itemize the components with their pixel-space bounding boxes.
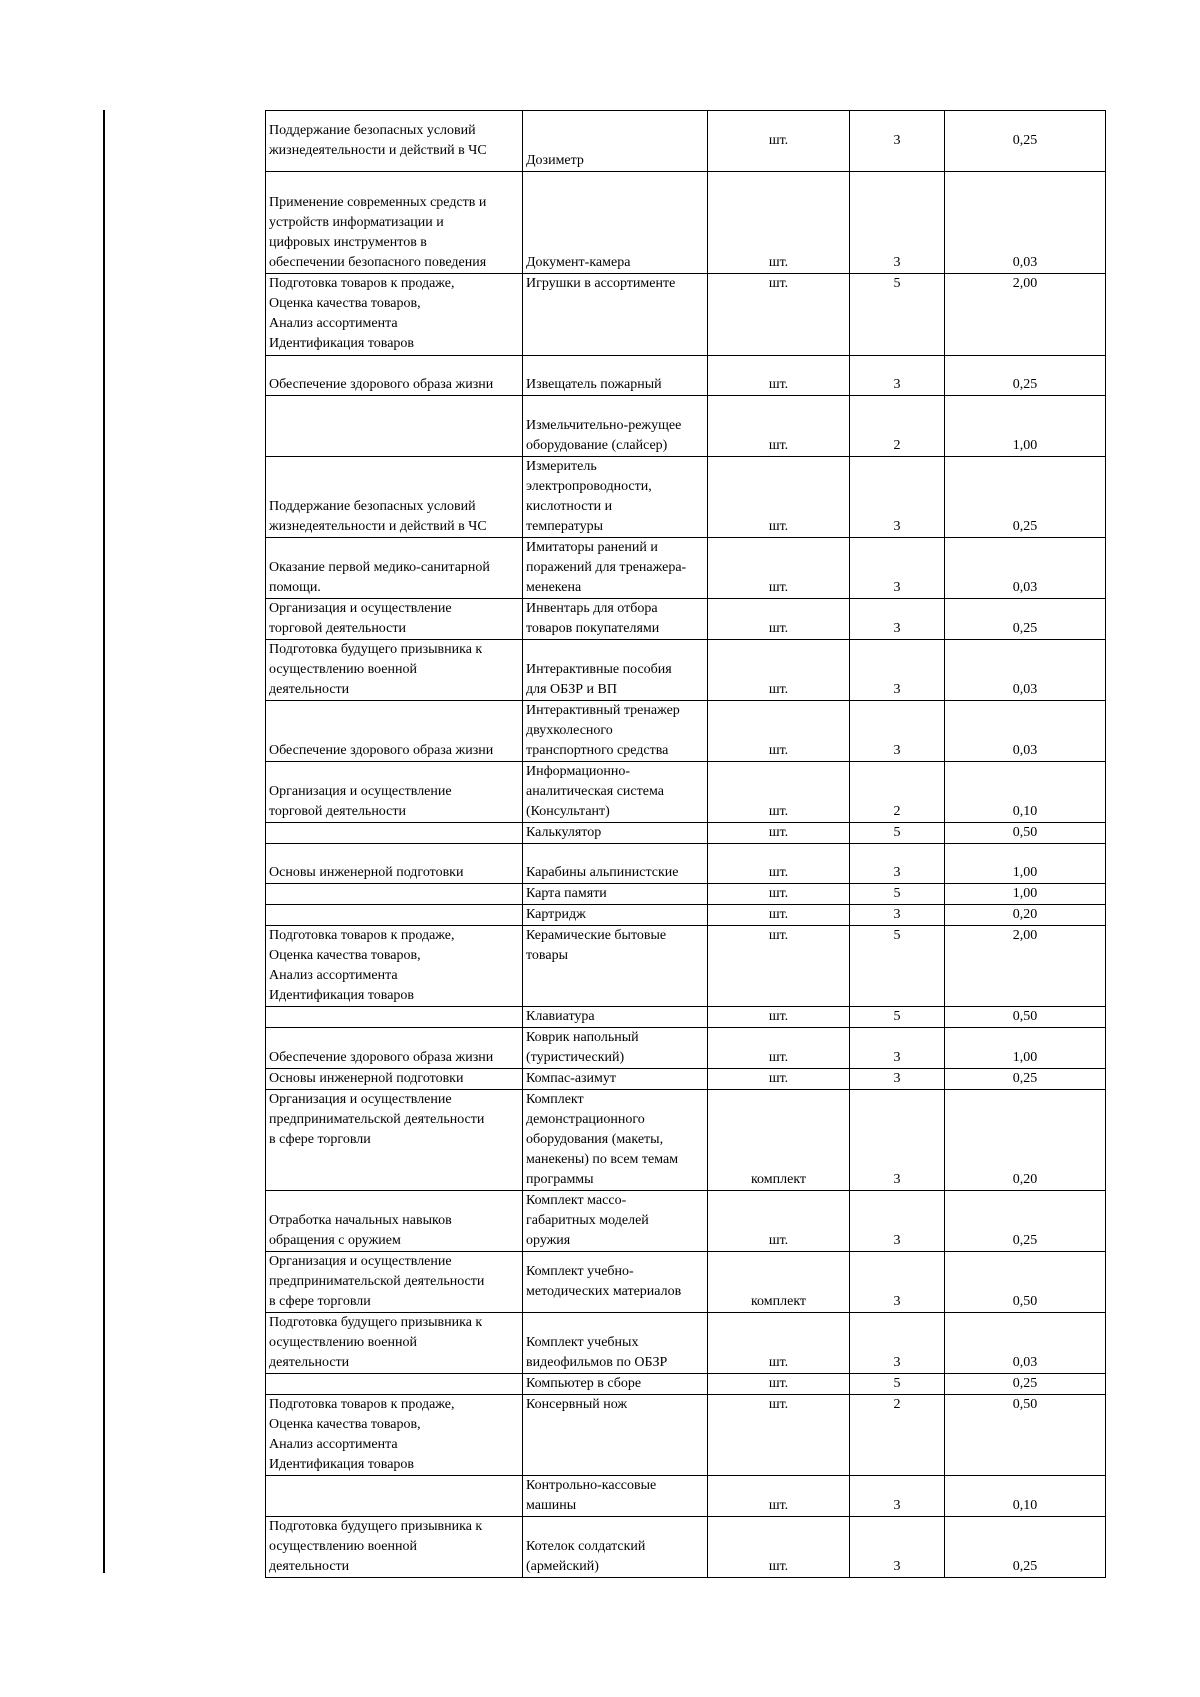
unit-text: шт. — [768, 825, 789, 840]
item-name-text: Игрушки в ассортименте — [526, 276, 676, 291]
unit-text: шт. — [768, 865, 789, 880]
quantity-cell — [850, 844, 945, 884]
norm-cell — [945, 844, 1106, 884]
quantity-text: 3 — [893, 621, 901, 636]
unit-text: шт. — [768, 1376, 789, 1391]
quantity-cell — [850, 172, 945, 274]
item-name-text: Котелок солдатский (армейский) — [526, 1539, 646, 1574]
quantity-cell — [850, 274, 945, 356]
activity-cell — [266, 396, 523, 457]
activity-text: Поддержание безопасных условий жизнедеятельности и действий в ЧС — [269, 123, 487, 158]
quantity-text: 2 — [893, 804, 901, 819]
item-name-cell — [523, 701, 708, 762]
quantity-text: 3 — [893, 255, 901, 270]
unit-cell — [708, 884, 850, 905]
activity-cell — [266, 1028, 523, 1069]
quantity-cell — [850, 1476, 945, 1517]
unit-text: шт. — [768, 519, 789, 534]
unit-cell — [708, 905, 850, 926]
quantity-cell — [850, 1395, 945, 1476]
norm-cell — [945, 640, 1106, 701]
activity-text: Обеспечение здорового образа жизни — [269, 1050, 494, 1065]
unit-cell — [708, 1028, 850, 1069]
unit-cell — [708, 1069, 850, 1090]
activity-cell — [266, 1252, 523, 1313]
unit-text: шт. — [768, 1559, 789, 1574]
activity-text: Организация и осуществление предпринимательской деятельности в сфере торговли — [269, 1254, 485, 1309]
table-row — [266, 1191, 1106, 1252]
activity-text: Организация и осуществление торговой деятельности — [269, 601, 452, 636]
activity-text: Подготовка товаров к продаже, Оценка качества товаров, Анализ ассортимента Идентификация товаров — [269, 928, 455, 1003]
quantity-text: 2 — [893, 438, 901, 453]
unit-text: шт. — [768, 804, 789, 819]
unit-text: шт. — [768, 621, 789, 636]
item-name-cell — [523, 356, 708, 396]
norm-text: 0,50 — [1012, 825, 1038, 840]
norm-text: 0,03 — [1012, 682, 1038, 697]
item-name-text: Дозиметр — [526, 153, 584, 168]
item-name-cell — [523, 823, 708, 844]
activity-cell — [266, 905, 523, 926]
unit-cell — [708, 457, 850, 538]
unit-cell — [708, 599, 850, 640]
norm-cell — [945, 1374, 1106, 1395]
item-name-text: Клавиатура — [526, 1009, 595, 1024]
item-name-text: Интерактивный тренажер двухколесного транспортного средства — [526, 703, 680, 758]
quantity-text: 5 — [893, 886, 901, 901]
norm-cell — [945, 1517, 1106, 1578]
unit-cell — [708, 640, 850, 701]
unit-text: шт. — [768, 743, 789, 758]
unit-text: шт. — [768, 580, 789, 595]
activity-cell — [266, 640, 523, 701]
activity-cell — [266, 457, 523, 538]
table-row — [266, 762, 1106, 823]
norm-cell — [945, 1028, 1106, 1069]
norm-text: 0,50 — [1012, 1294, 1038, 1309]
item-name-text: Керамические бытовые товары — [526, 928, 667, 963]
activity-cell — [266, 823, 523, 844]
activity-text: Подготовка будущего призывника к осуществлению военной деятельности — [269, 642, 483, 697]
quantity-text: 3 — [893, 865, 901, 880]
unit-text: комплект — [750, 1294, 807, 1309]
quantity-cell — [850, 1007, 945, 1028]
unit-text: шт. — [768, 1233, 789, 1248]
unit-text: шт. — [768, 255, 789, 270]
quantity-cell — [850, 599, 945, 640]
item-name-cell — [523, 1395, 708, 1476]
item-name-cell — [523, 884, 708, 905]
item-name-text: Компас-азимут — [526, 1071, 617, 1086]
norm-cell — [945, 1191, 1106, 1252]
quantity-text: 3 — [893, 580, 901, 595]
table-row — [266, 274, 1106, 356]
activity-cell — [266, 111, 523, 172]
activity-text: Подготовка будущего призывника к осуществлению военной деятельности — [269, 1519, 483, 1574]
item-name-cell — [523, 640, 708, 701]
quantity-cell — [850, 457, 945, 538]
norm-cell — [945, 701, 1106, 762]
unit-text: шт. — [768, 928, 789, 943]
unit-cell — [708, 1090, 850, 1191]
quantity-text: 3 — [893, 1355, 901, 1370]
activity-cell — [266, 1517, 523, 1578]
quantity-text: 3 — [893, 1559, 901, 1574]
quantity-text: 3 — [893, 1498, 901, 1513]
unit-text: шт. — [768, 1355, 789, 1370]
activity-cell — [266, 926, 523, 1007]
activity-cell — [266, 1313, 523, 1374]
quantity-text: 5 — [893, 1376, 901, 1391]
item-name-text: Комплект демонстрационного оборудования (макеты, манекены) по всем темам программы — [526, 1092, 679, 1187]
quantity-cell — [850, 1090, 945, 1191]
norm-text: 0,10 — [1012, 804, 1038, 819]
activity-cell — [266, 1069, 523, 1090]
activity-text: Оказание первой медико-санитарной помощи. — [269, 560, 490, 595]
norm-cell — [945, 396, 1106, 457]
activity-cell — [266, 701, 523, 762]
item-name-cell — [523, 762, 708, 823]
quantity-cell — [850, 823, 945, 844]
unit-text: шт. — [768, 907, 789, 922]
item-name-cell — [523, 1090, 708, 1191]
quantity-cell — [850, 111, 945, 172]
norm-cell — [945, 926, 1106, 1007]
activity-text: Основы инженерной подготовки — [269, 865, 464, 880]
item-name-cell — [523, 1517, 708, 1578]
item-name-cell — [523, 172, 708, 274]
activity-cell — [266, 844, 523, 884]
activity-text: Применение современных средств и устройств информатизации и цифровых инструментов в обеспечении безопасного поведения — [269, 195, 487, 270]
item-name-text: Компьютер в сборе — [526, 1376, 642, 1391]
quantity-cell — [850, 396, 945, 457]
table-row — [266, 1090, 1106, 1191]
quantity-text: 3 — [893, 743, 901, 758]
unit-cell — [708, 1395, 850, 1476]
table-row — [266, 457, 1106, 538]
quantity-text: 5 — [893, 276, 901, 291]
norm-text: 0,10 — [1012, 1498, 1038, 1513]
item-name-cell — [523, 111, 708, 172]
unit-cell — [708, 1476, 850, 1517]
table-row — [266, 1476, 1106, 1517]
norm-cell — [945, 762, 1106, 823]
unit-text: комплект — [750, 1172, 807, 1187]
activity-cell — [266, 1374, 523, 1395]
item-name-text: Консервный нож — [526, 1397, 628, 1412]
table-row — [266, 1395, 1106, 1476]
table-row — [266, 1028, 1106, 1069]
norm-cell — [945, 1252, 1106, 1313]
norm-text: 0,50 — [1012, 1397, 1038, 1412]
activity-cell — [266, 1007, 523, 1028]
norm-text: 0,20 — [1012, 907, 1038, 922]
quantity-cell — [850, 884, 945, 905]
norm-text: 0,25 — [1012, 519, 1038, 534]
activity-text: Подготовка товаров к продаже, Оценка качества товаров, Анализ ассортимента Идентификация товаров — [269, 276, 455, 351]
unit-text: шт. — [768, 438, 789, 453]
quantity-cell — [850, 1028, 945, 1069]
item-name-cell — [523, 274, 708, 356]
unit-text: шт. — [768, 886, 789, 901]
norm-cell — [945, 1007, 1106, 1028]
activity-text: Организация и осуществление торговой деятельности — [269, 784, 452, 819]
norm-cell — [945, 274, 1106, 356]
quantity-cell — [850, 905, 945, 926]
quantity-text: 3 — [893, 907, 901, 922]
norm-text: 2,00 — [1012, 276, 1038, 291]
activity-cell — [266, 1395, 523, 1476]
norm-cell — [945, 1090, 1106, 1191]
norm-text: 1,00 — [1012, 1050, 1038, 1065]
table-row — [266, 884, 1106, 905]
activity-cell — [266, 538, 523, 599]
item-name-text: Измельчительно-режущее оборудование (слайсер) — [526, 418, 682, 453]
norm-cell — [945, 823, 1106, 844]
activity-text: Обеспечение здорового образа жизни — [269, 743, 494, 758]
item-name-cell — [523, 1252, 708, 1313]
table-row — [266, 926, 1106, 1007]
quantity-text: 5 — [893, 1009, 901, 1024]
table-row — [266, 1007, 1106, 1028]
quantity-text: 2 — [893, 1397, 901, 1412]
activity-cell — [266, 1191, 523, 1252]
unit-text: шт. — [768, 1071, 789, 1086]
item-name-cell — [523, 926, 708, 1007]
norm-text: 0,03 — [1012, 580, 1038, 595]
norm-cell — [945, 1313, 1106, 1374]
item-name-cell — [523, 599, 708, 640]
table-row — [266, 701, 1106, 762]
item-name-text: Коврик напольный (туристический) — [526, 1030, 639, 1065]
table-row — [266, 905, 1106, 926]
activity-cell — [266, 1476, 523, 1517]
quantity-text: 5 — [893, 928, 901, 943]
item-name-text: Комплект учебно- методических материалов — [526, 1264, 682, 1299]
quantity-text: 3 — [893, 133, 901, 148]
norm-text: 0,20 — [1012, 1172, 1038, 1187]
norm-text: 0,25 — [1012, 1071, 1038, 1086]
unit-text: шт. — [768, 133, 789, 148]
item-name-text: Картридж — [526, 907, 586, 922]
norm-cell — [945, 457, 1106, 538]
norm-text: 1,00 — [1012, 438, 1038, 453]
unit-cell — [708, 396, 850, 457]
norm-text: 1,00 — [1012, 886, 1038, 901]
activity-text: Подготовка будущего призывника к осуществлению военной деятельности — [269, 1315, 483, 1370]
equipment-table — [265, 110, 1106, 1578]
item-name-cell — [523, 396, 708, 457]
unit-cell — [708, 823, 850, 844]
activity-text: Основы инженерной подготовки — [269, 1071, 464, 1086]
norm-text: 0,03 — [1012, 1355, 1038, 1370]
activity-cell — [266, 762, 523, 823]
table-row — [266, 396, 1106, 457]
unit-cell — [708, 111, 850, 172]
norm-cell — [945, 1476, 1106, 1517]
norm-text: 0,03 — [1012, 743, 1038, 758]
table-row — [266, 1374, 1106, 1395]
item-name-cell — [523, 538, 708, 599]
norm-text: 0,03 — [1012, 255, 1038, 270]
norm-cell — [945, 1395, 1106, 1476]
activity-cell — [266, 1090, 523, 1191]
item-name-text: Информационно- аналитическая система (Консультант) — [526, 764, 664, 819]
norm-cell — [945, 111, 1106, 172]
norm-text: 0,25 — [1012, 377, 1038, 392]
quantity-text: 3 — [893, 682, 901, 697]
table-row — [266, 1313, 1106, 1374]
activity-cell — [266, 884, 523, 905]
unit-text: шт. — [768, 1498, 789, 1513]
unit-cell — [708, 1313, 850, 1374]
item-name-text: Измеритель электропроводности, кислотности и температуры — [526, 459, 652, 534]
item-name-cell — [523, 1069, 708, 1090]
activity-text: Подготовка товаров к продаже, Оценка качества товаров, Анализ ассортимента Идентификация товаров — [269, 1397, 455, 1472]
unit-text: шт. — [768, 1050, 789, 1065]
unit-cell — [708, 172, 850, 274]
quantity-cell — [850, 1313, 945, 1374]
table-row — [266, 844, 1106, 884]
activity-cell — [266, 356, 523, 396]
quantity-text: 3 — [893, 1172, 901, 1187]
norm-text: 0,25 — [1012, 133, 1038, 148]
item-name-text: Документ-камера — [526, 255, 631, 270]
quantity-cell — [850, 701, 945, 762]
item-name-cell — [523, 844, 708, 884]
quantity-cell — [850, 1191, 945, 1252]
table-row — [266, 111, 1106, 172]
norm-text: 0,25 — [1012, 1376, 1038, 1391]
table-row — [266, 1517, 1106, 1578]
unit-text: шт. — [768, 377, 789, 392]
unit-cell — [708, 1374, 850, 1395]
quantity-cell — [850, 1252, 945, 1313]
item-name-cell — [523, 905, 708, 926]
activity-cell — [266, 599, 523, 640]
item-name-cell — [523, 457, 708, 538]
quantity-cell — [850, 356, 945, 396]
unit-cell — [708, 356, 850, 396]
activity-text: Организация и осуществление предпринимательской деятельности в сфере торговли — [269, 1092, 485, 1147]
quantity-text: 3 — [893, 377, 901, 392]
unit-text: шт. — [768, 1397, 789, 1412]
item-name-text: Карта памяти — [526, 886, 607, 901]
norm-text: 2,00 — [1012, 928, 1038, 943]
norm-cell — [945, 538, 1106, 599]
item-name-cell — [523, 1476, 708, 1517]
unit-text: шт. — [768, 1009, 789, 1024]
item-name-text: Инвентарь для отбора товаров покупателями — [526, 601, 660, 636]
unit-cell — [708, 701, 850, 762]
quantity-text: 3 — [893, 519, 901, 534]
item-name-cell — [523, 1313, 708, 1374]
unit-cell — [708, 844, 850, 884]
unit-cell — [708, 1191, 850, 1252]
quantity-cell — [850, 926, 945, 1007]
norm-text: 0,50 — [1012, 1009, 1038, 1024]
item-name-text: Интерактивные пособия для ОБЗР и ВП — [526, 662, 672, 697]
quantity-text: 3 — [893, 1071, 901, 1086]
unit-cell — [708, 762, 850, 823]
unit-cell — [708, 1007, 850, 1028]
item-name-cell — [523, 1007, 708, 1028]
item-name-text: Калькулятор — [526, 825, 602, 840]
item-name-text: Имитаторы ранений и поражений для тренажера- менекена — [526, 540, 687, 595]
quantity-text: 3 — [893, 1050, 901, 1065]
activity-text: Поддержание безопасных условий жизнедеятельности и действий в ЧС — [269, 499, 487, 534]
norm-text: 0,25 — [1012, 1233, 1038, 1248]
norm-cell — [945, 356, 1106, 396]
quantity-cell — [850, 640, 945, 701]
quantity-cell — [850, 1069, 945, 1090]
quantity-cell — [850, 1374, 945, 1395]
quantity-cell — [850, 1517, 945, 1578]
unit-cell — [708, 274, 850, 356]
table-row — [266, 599, 1106, 640]
item-name-text: Контрольно-кассовые машины — [526, 1478, 657, 1513]
unit-cell — [708, 1252, 850, 1313]
table-row — [266, 538, 1106, 599]
norm-cell — [945, 884, 1106, 905]
activity-cell — [266, 274, 523, 356]
activity-text: Отработка начальных навыков обращения с оружием — [269, 1213, 452, 1248]
quantity-text: 3 — [893, 1294, 901, 1309]
item-name-cell — [523, 1028, 708, 1069]
unit-cell — [708, 1517, 850, 1578]
table-row — [266, 172, 1106, 274]
quantity-text: 3 — [893, 1233, 901, 1248]
table-row — [266, 1252, 1106, 1313]
item-name-cell — [523, 1191, 708, 1252]
norm-text: 0,25 — [1012, 1559, 1038, 1574]
item-name-text: Комплект массо- габаритных моделей оружия — [526, 1193, 649, 1248]
activity-text: Обеспечение здорового образа жизни — [269, 377, 494, 392]
norm-cell — [945, 172, 1106, 274]
norm-cell — [945, 905, 1106, 926]
norm-text: 0,25 — [1012, 621, 1038, 636]
unit-text: шт. — [768, 682, 789, 697]
quantity-text: 5 — [893, 825, 901, 840]
item-name-text: Карабины альпинистские — [526, 865, 679, 880]
unit-cell — [708, 926, 850, 1007]
item-name-cell — [523, 1374, 708, 1395]
quantity-cell — [850, 762, 945, 823]
item-name-text: Извещатель пожарный — [526, 377, 662, 392]
item-name-text: Комплект учебных видеофильмов по ОБЗР — [526, 1335, 668, 1370]
unit-text: шт. — [768, 276, 789, 291]
table-row — [266, 1069, 1106, 1090]
norm-cell — [945, 1069, 1106, 1090]
norm-text: 1,00 — [1012, 865, 1038, 880]
equipment-table-body — [266, 111, 1106, 1578]
activity-cell — [266, 172, 523, 274]
unit-cell — [708, 538, 850, 599]
table-row — [266, 640, 1106, 701]
norm-cell — [945, 599, 1106, 640]
table-row — [266, 356, 1106, 396]
quantity-cell — [850, 538, 945, 599]
table-row — [266, 823, 1106, 844]
left-margin-rule — [103, 110, 105, 1573]
